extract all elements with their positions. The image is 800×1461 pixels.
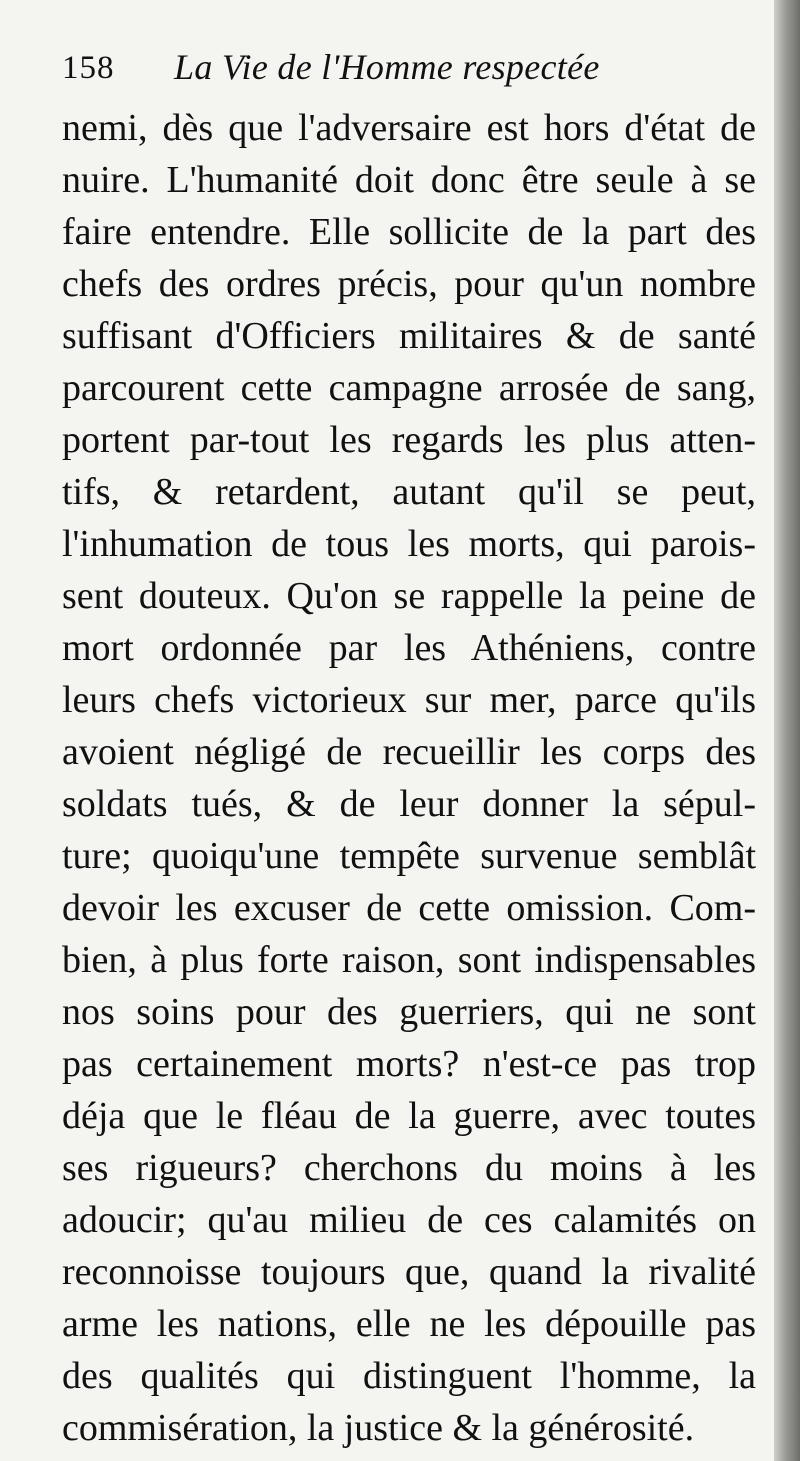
text-line: pas certainement morts? n'est-ce pas trop: [62, 1043, 756, 1085]
text-line: nos soins pour des guerriers, qui ne sont: [62, 991, 756, 1033]
text-line: commisération, la justice & la générosité.: [62, 1407, 695, 1449]
text-line: suffisant d'Officiers militaires & de santé: [62, 315, 756, 357]
page-gutter-shadow: [774, 0, 800, 1461]
text-line: ses rigueurs? cherchons du moins à les: [62, 1147, 756, 1189]
text-line: l'inhumation de tous les morts, qui parois-: [62, 523, 756, 565]
text-line: déja que le fléau de la guerre, avec toutes: [62, 1095, 756, 1137]
text-line: nuire. L'humanité doit donc être seule à se: [62, 159, 756, 201]
text-line: arme les nations, elle ne les dépouille pas: [62, 1303, 756, 1345]
text-line: avoient négligé de recueillir les corps des: [62, 731, 756, 773]
text-line: ture; quoiqu'une tempête survenue semblât: [62, 835, 756, 877]
text-line: tifs, & retardent, autant qu'il se peut,: [62, 471, 756, 513]
text-line: des qualités qui distinguent l'homme, la: [62, 1355, 756, 1397]
body-text: [62, 102, 762, 1454]
text-line: adoucir; qu'au milieu de ces calamités on: [62, 1199, 756, 1241]
text-line: mort ordonnée par les Athéniens, contre: [62, 627, 756, 669]
text-line: reconnoisse toujours que, quand la rivalité: [62, 1251, 756, 1293]
text-line: sent douteux. Qu'on se rappelle la peine de: [62, 575, 756, 617]
text-line: nemi, dès que l'adversaire est hors d'état de: [62, 107, 756, 149]
text-line: portent par-tout les regards les plus atten-: [62, 419, 756, 461]
text-line: leurs chefs victorieux sur mer, parce qu'ils: [62, 679, 756, 721]
text-line: soldats tués, & de leur donner la sépul-: [62, 783, 756, 825]
text-line: chefs des ordres précis, pour qu'un nombre: [62, 263, 756, 305]
running-title: La Vie de l'Homme respectée: [174, 47, 600, 87]
text-line: faire entendre. Elle sollicite de la part des: [62, 211, 756, 253]
text-line: bien, à plus forte raison, sont indispensables: [62, 939, 756, 981]
text-line: devoir les excuser de cette omission. Com-: [62, 887, 756, 929]
page-number: 158: [62, 50, 115, 86]
running-head: [62, 40, 762, 100]
text-line: parcourent cette campagne arrosée de sang,: [62, 367, 756, 409]
